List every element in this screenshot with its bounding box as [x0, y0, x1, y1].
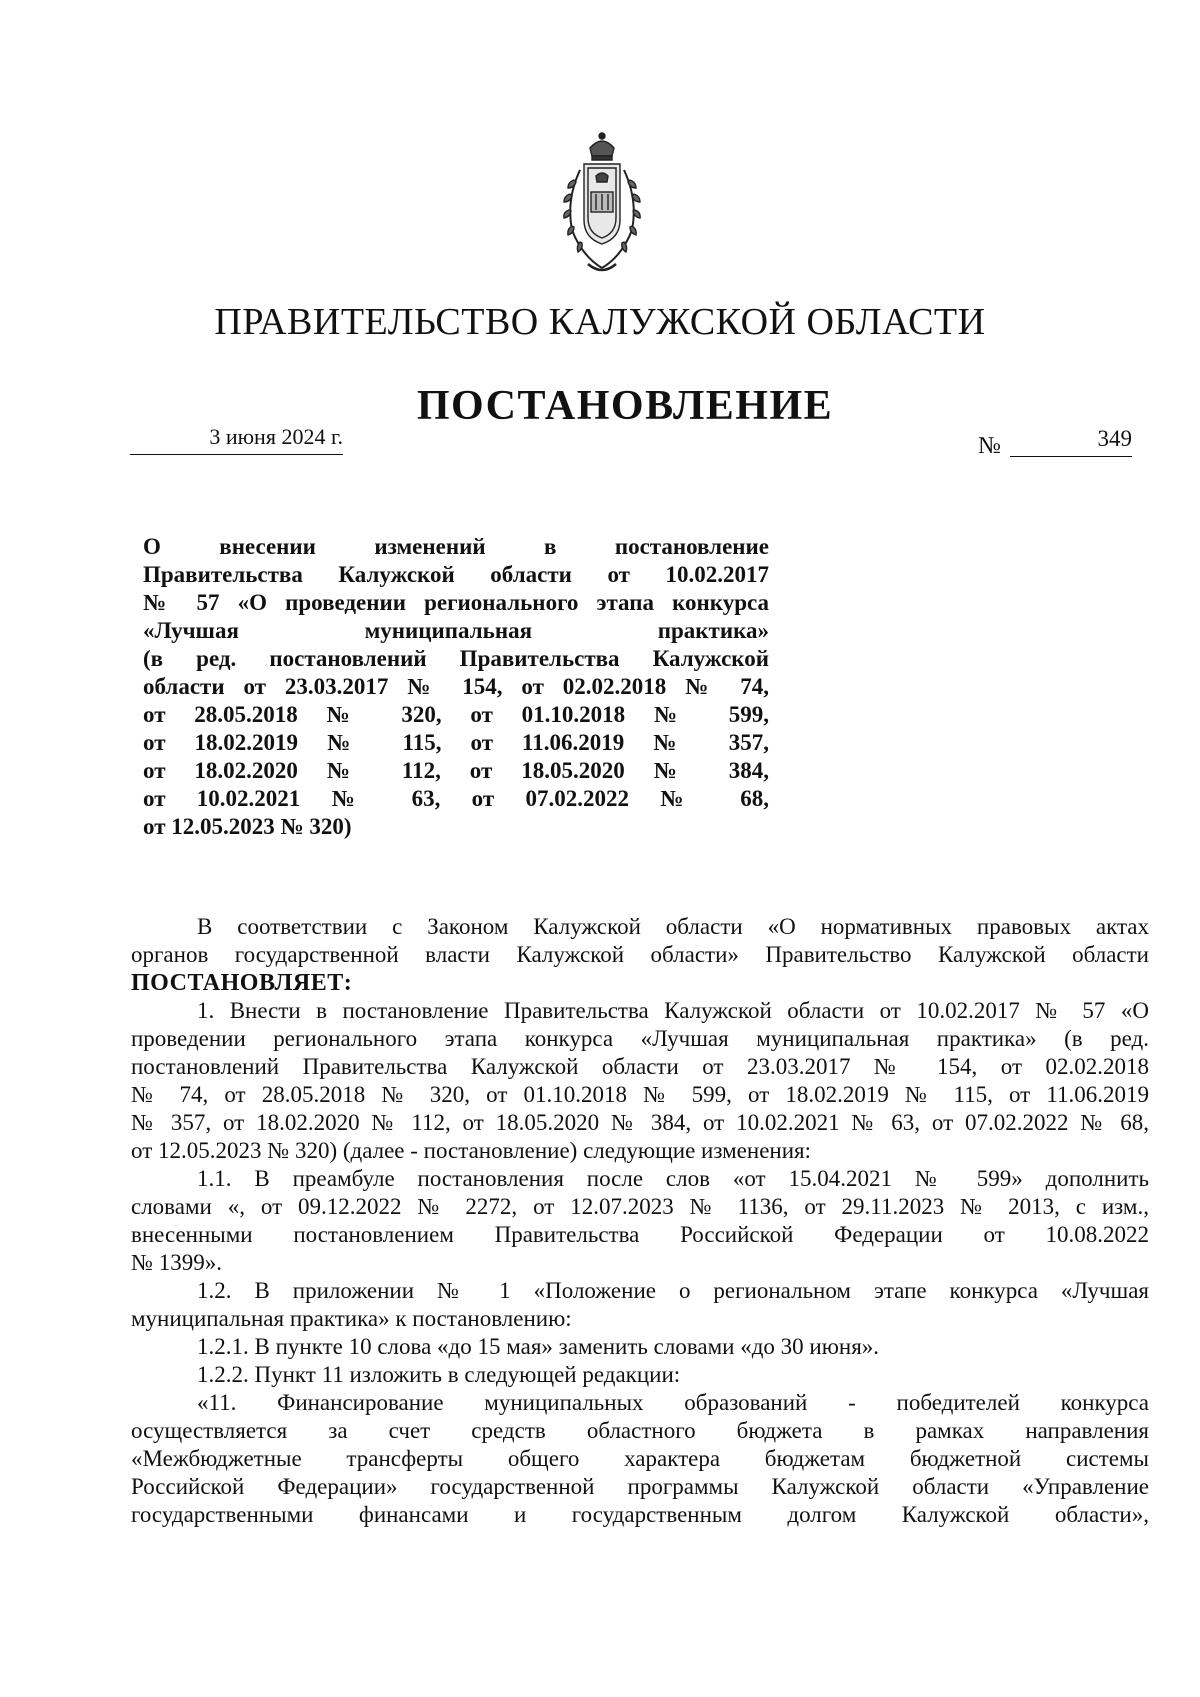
- subject-line: О внесении изменений в постановление: [143, 534, 769, 559]
- body-line: внесенными постановлением Правительства Российской Федерации от 10.08.2022: [131, 1222, 1149, 1247]
- body-line: № 357, от 18.02.2020 № 112, от 18.05.2020 № 384, от 10.02.2021 № 63, от 07.02.2022 № 68,: [131, 1110, 1149, 1135]
- resolves-heading: ПОСТАНОВЛЯЕТ:: [131, 970, 353, 996]
- document-type-heading: ПОСТАНОВЛЕНИЕ: [416, 383, 834, 429]
- body-line: 1.2.2. Пункт 11 изложить в следующей редакции:: [197, 1362, 681, 1387]
- body-line: «Межбюджетные трансферты общего характера бюджетам бюджетной системы: [131, 1446, 1149, 1471]
- document-subject: [143, 533, 769, 841]
- document-body: [131, 913, 1149, 1529]
- subject-line: от 18.02.2019 № 115, от 11.06.2019 № 357,: [143, 730, 769, 755]
- document-number-label: №: [978, 433, 1001, 459]
- organization-title: ПРАВИТЕЛЬСТВО КАЛУЖСКОЙ ОБЛАСТИ: [214, 301, 986, 343]
- body-line: 1. Внести в постановление Правительства Калужской области от 10.02.2017 № 57 «О: [197, 998, 1149, 1023]
- body-line: словами «, от 09.12.2022 № 2272, от 12.07.2023 № 1136, от 29.11.2023 № 2013, с изм.,: [131, 1194, 1149, 1219]
- body-line: Российской Федерации» государственной программы Калужской области «Управление: [131, 1474, 1149, 1499]
- body-line: № 1399».: [131, 1250, 222, 1275]
- body-line: № 74, от 28.05.2018 № 320, от 01.10.2018 № 599, от 18.02.2019 № 115, от 11.06.2019: [131, 1082, 1149, 1107]
- subject-line: (в ред. постановлений Правительства Калужской: [143, 646, 769, 671]
- body-line: 1.2.1. В пункте 10 слова «до 15 мая» заменить словами «до 30 июня».: [197, 1334, 880, 1359]
- subject-line: от 12.05.2023 № 320): [143, 814, 352, 839]
- body-line: государственными финансами и государственным долгом Калужской области»,: [131, 1502, 1149, 1527]
- body-line: 1.1. В преамбуле постановления после слов «от 15.04.2021 № 599» дополнить: [197, 1166, 1149, 1191]
- subject-line: от 10.02.2021 № 63, от 07.02.2022 № 68,: [143, 786, 769, 811]
- body-line: от 12.05.2023 № 320) (далее - постановление) следующие изменения:: [131, 1138, 811, 1163]
- body-line: органов государственной власти Калужской области» Правительство Калужской области: [131, 942, 1149, 967]
- subject-line: от 28.05.2018 № 320, от 01.10.2018 № 599,: [143, 702, 769, 727]
- subject-line: № 57 «О проведении регионального этапа конкурса: [143, 590, 769, 615]
- document-date: [130, 424, 343, 455]
- body-line: проведении регионального этапа конкурса «Лучшая муниципальная практика» (в ред.: [131, 1026, 1149, 1051]
- document-number: 349: [1010, 426, 1132, 457]
- coat-of-arms-icon: [558, 130, 646, 278]
- subject-line: Правительства Калужской области от 10.02.2017: [143, 562, 769, 587]
- body-line: осуществляется за счет средств областного бюджета в рамках направления: [131, 1418, 1149, 1443]
- body-line: «11. Финансирование муниципальных образований - победителей конкурса: [197, 1390, 1149, 1415]
- body-line: муниципальная практика» к постановлению:: [131, 1306, 572, 1331]
- subject-line: области от 23.03.2017 № 154, от 02.02.2018 № 74,: [143, 674, 769, 699]
- body-line: 1.2. В приложении № 1 «Положение о региональном этапе конкурса «Лучшая: [197, 1278, 1149, 1303]
- subject-line: от 18.02.2020 № 112, от 18.05.2020 № 384,: [143, 758, 769, 783]
- document-date-value: 3 июня 2024 г.: [209, 424, 343, 449]
- subject-line: «Лучшая муниципальная практика»: [143, 618, 769, 643]
- body-line: постановлений Правительства Калужской области от 23.03.2017 № 154, от 02.02.2018: [131, 1054, 1149, 1079]
- body-line: В соответствии с Законом Калужской области «О нормативных правовых актах: [197, 914, 1149, 939]
